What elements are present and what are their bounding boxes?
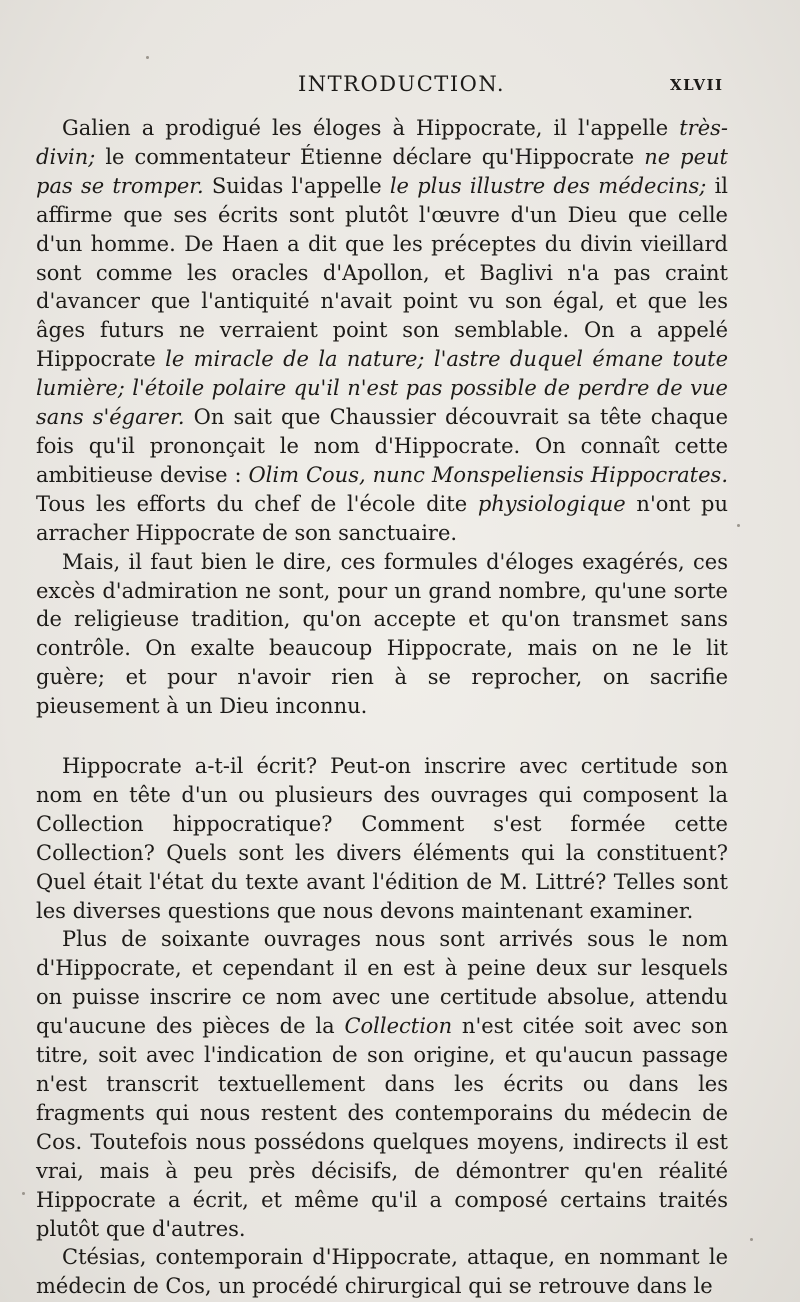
text-run: Suidas l'appelle xyxy=(203,173,390,198)
text-run: n'est citée soit avec son titre, soit avec l'indication de son origine, et qu'aucun passage n'est transcrit textuellement dans les écrits ou dans les fragments qui nous restent des contemporains du médecin de Cos. Toutefois nous possédons quelques moyens, indirects il est vrai, mais à peu près décisifs, de démontrer qu'en réalité Hippocrate a écrit, et même qu'il a composé certains traités plutôt que d'autres. xyxy=(36,1014,728,1241)
italic-text: le plus illustre des médecins; xyxy=(389,173,707,198)
text-run: le commentateur Étienne déclare qu'Hippocrate xyxy=(95,144,645,169)
text-run: On sait que Chaussier découvrait sa tête chaque fois qu'il prononçait le nom d'Hippocrate. On connaît cette ambitieuse devise : xyxy=(36,405,728,487)
running-title: INTRODUCTION. xyxy=(298,72,506,96)
paper-speck xyxy=(22,1192,25,1195)
text-run: Tous les efforts du chef de l'école dite xyxy=(36,491,478,516)
text-run: Galien a prodigué les éloges à Hippocrate, il l'appelle xyxy=(62,116,680,140)
italic-text: physiologique xyxy=(477,491,626,516)
italic-text: Collection xyxy=(344,1014,453,1039)
running-header xyxy=(0,72,800,102)
paper-speck xyxy=(750,1238,753,1241)
italic-text: ne peut pas se tromper. xyxy=(36,144,728,198)
page-number: XLVII xyxy=(670,76,724,94)
paragraph-1 xyxy=(36,114,728,548)
paragraph-4 xyxy=(36,925,728,1243)
text-run: Mais, il faut bien le dire, ces formules d'éloges exagérés, ces excès d'admiration ne sont, pour un grand nombre, qu'une sorte de religieuse tradition, qu'on accepte et qu'on transmet sans contrôle. On exalte beaucoup Hippocrate, mais on ne le lit guère; et pour n'avoir rien à se reprocher, on sacrifie pieusement à un Dieu inconnu. xyxy=(36,549,728,719)
text-run: n'ont pu arracher Hippocrate de son sanctuaire. xyxy=(36,491,728,545)
italic-text: le miracle de la nature; l'astre duquel émane toute lumière; l'étoile polaire qu'il n'est pas possible de perdre de vue sans s'égarer. xyxy=(36,347,729,430)
italic-text: très-divin; xyxy=(36,116,728,169)
paper-speck xyxy=(146,56,149,59)
paragraph-3 xyxy=(36,752,728,925)
italic-text: Olim Cous, nunc Monspeliensis Hippocrates. xyxy=(248,462,728,487)
body-text xyxy=(36,114,728,1301)
paragraph-5 xyxy=(36,1243,728,1301)
paragraph-2 xyxy=(36,548,728,721)
text-run: Ctésias, contemporain d'Hippocrate, attaque, en nommant le médecin de Cos, un procédé chirurgical qui se retrouve dans le xyxy=(36,1245,728,1299)
text-run: Hippocrate a-t-il écrit? Peut-on inscrire avec certitude son nom en tête d'un ou plusieurs des ouvrages qui composent la Collection hippocratique? Comment s'est formée cette Collection? Quels sont les divers éléments qui la constituent? Quel était l'état du texte avant l'édition de M. Littré? Telles sont les diverses questions que nous devons maintenant examiner. xyxy=(36,754,728,923)
text-run: il affirme que ses écrits sont plutôt l'œuvre d'un Dieu que celle d'un homme. De Haen a dit que les préceptes du divin vieillard sont comme les oracles d'Apollon, et Baglivi n'a pas craint d'avancer que l'antiquité n'avait point vu son égal, et que les âges futurs ne verraient point son semblable. On a appelé Hippocrate xyxy=(36,173,728,372)
text-run: Plus de soixante ouvrages nous sont arrivés sous le nom d'Hippocrate, et cependant il en est à peine deux sur lesquels on puisse inscrire ce nom avec une certitude absolue, attendu qu'aucune des pièces de la xyxy=(36,927,728,1039)
paper-speck xyxy=(737,524,740,527)
